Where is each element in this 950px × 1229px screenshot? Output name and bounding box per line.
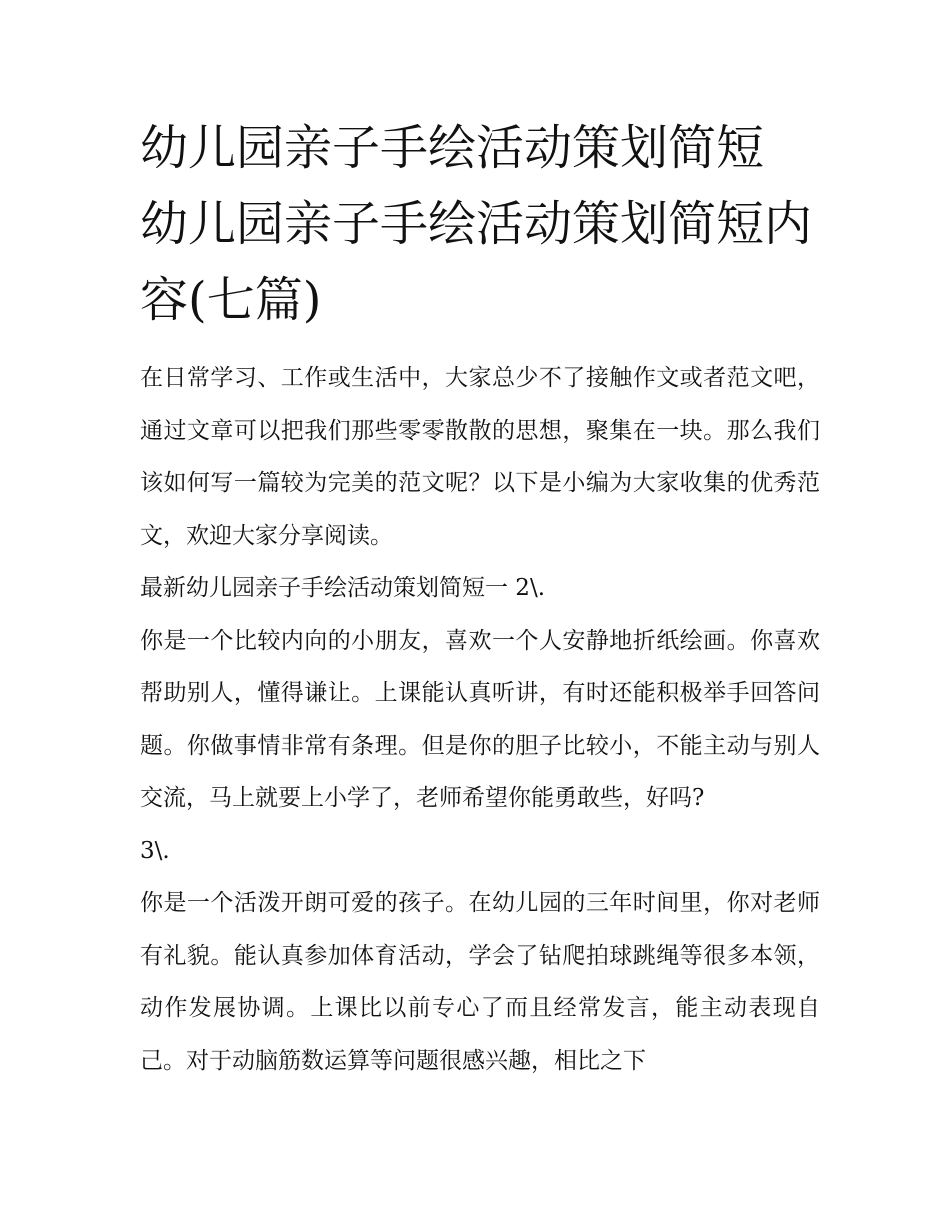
section-number: 3\.	[140, 837, 170, 864]
body-paragraph: 你是一个活泼开朗可爱的孩子。在幼儿园的三年时间里，你对老师有礼貌。能认真参加体育活动，学会了钻爬拍球跳绳等很多本领，动作发展协调。上课比以前专心了而且经常发言，能主动表现自己。对于动脑筋数运算等问题很感兴趣，相比之下	[140, 890, 820, 1074]
section-heading: 最新幼儿园亲子手绘活动策划简短一 2\.	[140, 575, 546, 601]
intro-paragraph: 在日常学习、工作或生活中，大家总少不了接触作文或者范文吧，通过文章可以把我们那些零零散散的思想，聚集在一块。那么我们该如何写一篇较为完美的范文呢？以下是小编为大家收集的优秀范文，欢迎大家分享阅读。	[140, 365, 820, 549]
document-title: 幼儿园亲子手绘活动策划简短 幼儿园亲子手绘活动策划简短内容(七篇)	[140, 120, 813, 328]
document-body	[140, 352, 820, 1087]
body-paragraph: 你是一个比较内向的小朋友，喜欢一个人安静地折纸绘画。你喜欢帮助别人，懂得谦让。上课能认真听讲，有时还能积极举手回答问题。你做事情非常有条理。但是你的胆子比较小，不能主动与别人交流，马上就要上小学了，老师希望你能勇敢些，好吗?	[140, 627, 820, 811]
